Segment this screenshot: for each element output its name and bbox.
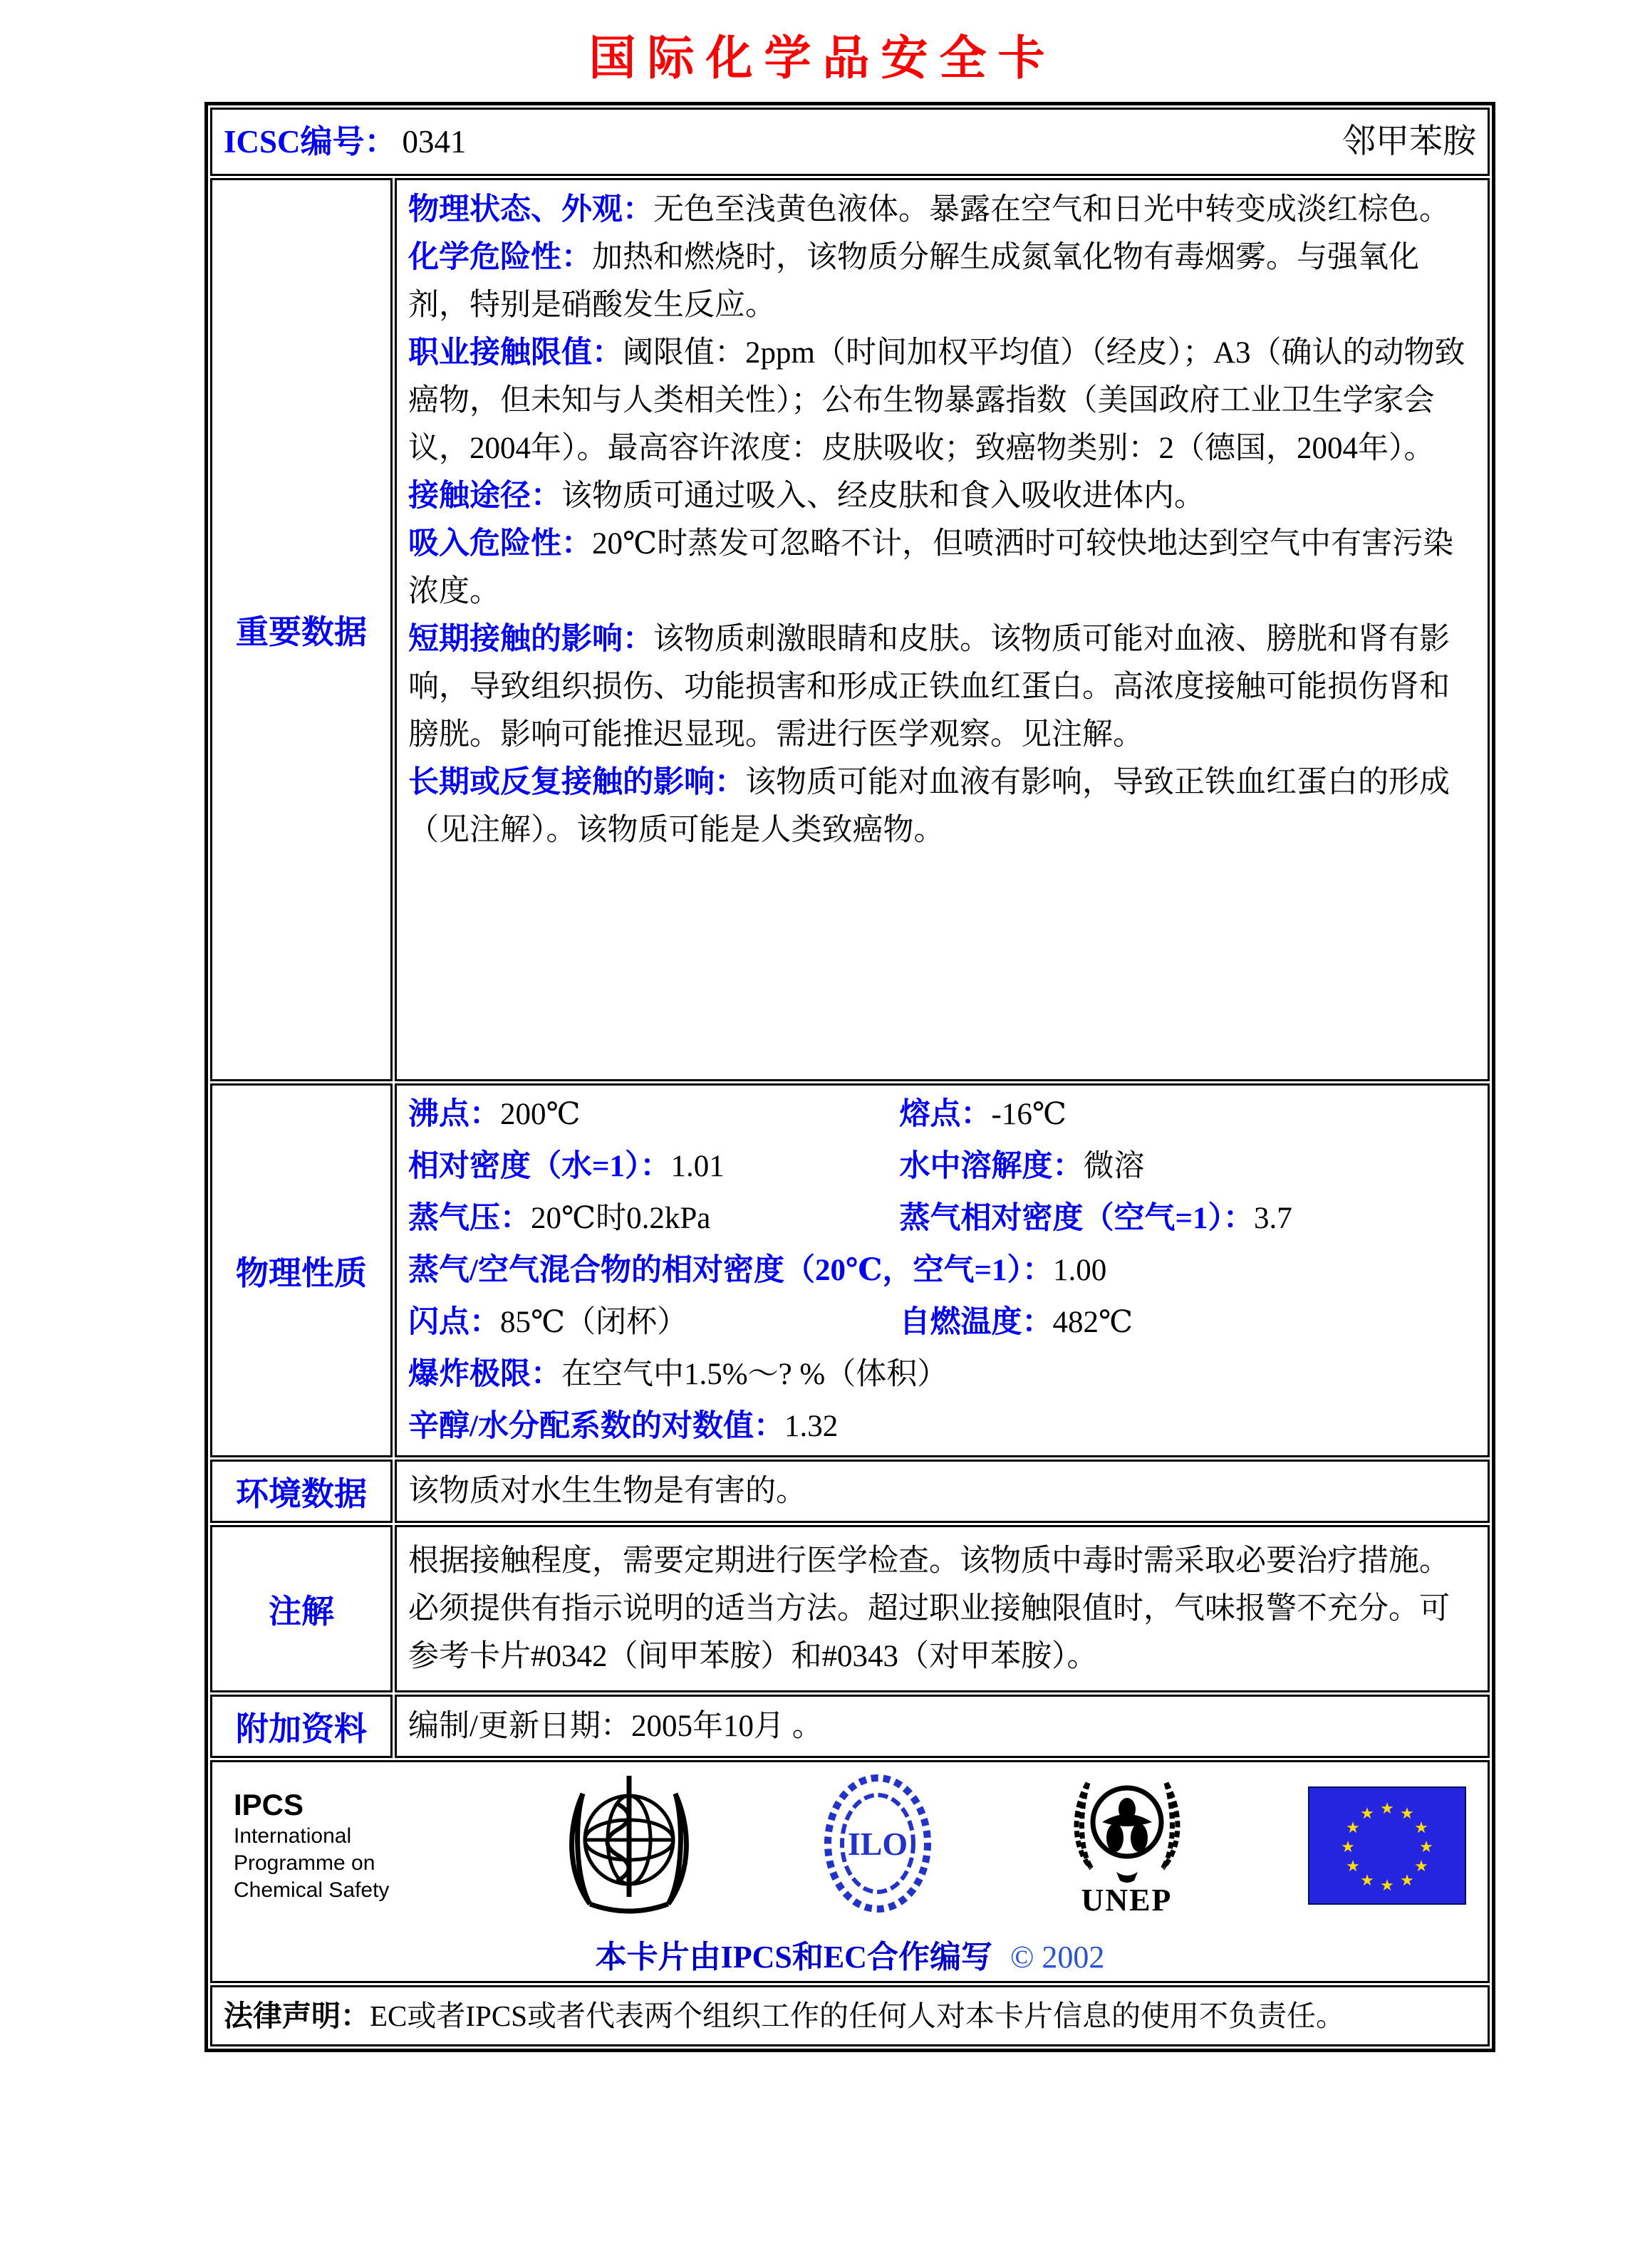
item-exposure-routes [408, 472, 1476, 520]
item-physical-state [408, 186, 1476, 234]
eu-star: ★ [1380, 1876, 1394, 1895]
item-label: 吸入危险性： [408, 527, 592, 561]
item-chemical-danger [408, 234, 1476, 329]
legal-cell [210, 1985, 1490, 2046]
pp-label: 蒸气相对密度（空气=1）： [899, 1202, 1255, 1235]
header-cell [210, 108, 1490, 176]
item-label: 短期接触的影响： [408, 623, 653, 656]
pp-row-1 [408, 1088, 1476, 1140]
ipcs-line-1: International [234, 1824, 352, 1848]
important-data-row [210, 178, 1490, 1081]
environmental-data-row [210, 1460, 1490, 1523]
pp-relative-density [408, 1140, 900, 1192]
pp-value: 3.7 [1254, 1202, 1292, 1235]
icsc-number-value: 0341 [402, 123, 467, 160]
item-text: 该物质可通过吸入、经皮肤和食入吸收进体内。 [561, 479, 1205, 513]
pp-label: 熔点： [899, 1098, 992, 1131]
item-label: 物理状态、外观： [408, 193, 653, 227]
ipcs-abbr: IPCS [234, 1787, 304, 1821]
pp-explosive-limits [408, 1348, 1476, 1400]
important-data-content [395, 178, 1490, 1081]
pp-flash-point [408, 1296, 900, 1348]
ipcs-line-2: Programme on [234, 1851, 375, 1875]
environmental-data-text: 该物质对水生生物是有害的。 [408, 1474, 806, 1508]
header-row [210, 108, 1490, 176]
pp-boiling-point [408, 1088, 900, 1140]
additional-info-content [395, 1695, 1490, 1758]
pp-label: 爆炸极限： [408, 1358, 561, 1391]
pp-label: 蒸气/空气混合物的相对密度（20℃，空气=1）： [408, 1254, 1053, 1287]
pp-value: 1.01 [670, 1150, 725, 1183]
pp-value: 微溶 [1083, 1150, 1145, 1183]
physical-properties-label: 物理性质 [210, 1083, 393, 1457]
pp-label: 沸点： [408, 1098, 500, 1131]
legal-row [210, 1985, 1490, 2046]
chemical-name: 邻甲苯胺 [1342, 123, 1476, 160]
eu-star: ★ [1419, 1838, 1433, 1856]
physical-properties-content [395, 1083, 1490, 1457]
pp-octanol-water-partition [408, 1400, 1476, 1452]
pp-vapor-pressure [408, 1192, 900, 1244]
eu-star: ★ [1414, 1857, 1428, 1876]
pp-value: 在空气中1.5%～? %（体积） [561, 1358, 948, 1391]
pp-value: 1.32 [784, 1410, 839, 1443]
legal-text: EC或者IPCS或者代表两个组织工作的任何人对本卡片信息的使用不负责任。 [370, 1999, 1345, 2032]
eu-star: ★ [1400, 1804, 1414, 1823]
who-logo-icon [561, 1772, 697, 1918]
item-inhalation-risk [408, 520, 1476, 615]
copyright-year: © 2002 [1010, 1940, 1105, 1975]
pp-vapor-air-mixture-density [408, 1244, 1476, 1296]
notes-text: 根据接触程度，需要定期进行医学检查。该物质中毒时需采取必要治疗措施。必须提供有指示说明的适当方法。超过职业接触限值时，气味报警不充分。可参考卡片#0342（间甲苯胺）和#0343（对甲苯胺）。 [408, 1544, 1450, 1673]
eu-star: ★ [1360, 1804, 1374, 1823]
update-date-value: 2005年10月 。 [631, 1710, 823, 1743]
pp-label: 蒸气压： [408, 1202, 531, 1235]
icsc-number-label: ICSC编号： [224, 123, 397, 160]
pp-row-6 [408, 1348, 1476, 1400]
item-text: 该物质刺激眼睛和皮肤。该物质可能对血液、膀胱和肾有影响，导致组织损伤、功能损害和形成正铁血红蛋白。高浓度接触可能损伤肾和膀胱。影响可能推迟显现。需进行医学观察。见注解。 [408, 623, 1450, 751]
eu-star: ★ [1400, 1871, 1414, 1890]
pp-water-solubility [900, 1140, 1476, 1192]
ilo-logo-icon [810, 1772, 945, 1918]
ipcs-line-3: Chemical Safety [234, 1878, 390, 1902]
important-data-label: 重要数据 [210, 178, 393, 1081]
pp-autoignition-temperature [900, 1296, 1476, 1348]
eu-star: ★ [1360, 1871, 1374, 1890]
additional-info-label: 附加资料 [210, 1695, 393, 1758]
eu-star: ★ [1341, 1838, 1355, 1856]
item-label: 长期或反复接触的影响： [408, 766, 745, 799]
logos-cell [210, 1760, 1490, 1983]
pp-label: 自燃温度： [899, 1306, 1053, 1339]
pp-melting-point [900, 1088, 1476, 1140]
item-long-term-effects [408, 759, 1476, 854]
pp-value: 200℃ [500, 1098, 581, 1131]
environmental-data-label: 环境数据 [210, 1460, 393, 1523]
pp-row-2 [408, 1140, 1476, 1192]
copyright-line [229, 1931, 1470, 1977]
ilo-letters: ILO [847, 1826, 908, 1862]
pp-label: 闪点： [408, 1306, 500, 1339]
pp-value: 85℃（闭杯） [500, 1306, 688, 1339]
physical-properties-row [210, 1083, 1490, 1457]
item-label: 化学危险性： [408, 241, 592, 274]
icsc-number-group [224, 118, 467, 166]
eu-star: ★ [1346, 1819, 1360, 1837]
item-short-term-effects [408, 615, 1476, 759]
environmental-data-content [395, 1460, 1490, 1523]
ipcs-text-block [234, 1787, 447, 1904]
pp-row-3 [408, 1192, 1476, 1244]
item-text: 该物质可能对血液有影响，导致正铁血红蛋白的形成（见注解）。该物质可能是人类致癌物。 [408, 766, 1450, 847]
logos-strip [229, 1772, 1470, 1918]
item-text: 20℃时蒸发可忽略不计，但喷洒时可较快地达到空气中有害污染浓度。 [408, 527, 1454, 608]
unep-wordmark: UNEP [1081, 1883, 1173, 1918]
pp-label: 相对密度（水=1）： [408, 1150, 671, 1183]
pp-label: 水中溶解度： [899, 1150, 1084, 1183]
item-text: 阈限值：2ppm（时间加权平均值）（经皮）；A3（确认的动物致癌物，但未知与人类相关性）；公布生物暴露指数（美国政府工业卫生学家会议，2004年）。最高容许浓度：皮肤吸收；致癌物类别：2（德国，2004年）。 [408, 336, 1465, 465]
eu-flag-icon [1308, 1786, 1466, 1905]
pp-row-5 [408, 1296, 1476, 1348]
eu-star: ★ [1380, 1799, 1394, 1818]
item-label: 接触途径： [408, 479, 561, 513]
item-text: 加热和燃烧时，该物质分解生成氮氧化物有毒烟雾。与强氧化剂，特别是硝酸发生反应。 [408, 241, 1419, 322]
item-occupational-limits [408, 329, 1476, 472]
update-date-label: 编制/更新日期： [408, 1710, 631, 1743]
page-title: 国际化学品安全卡 [588, 30, 1057, 85]
pp-row-7 [408, 1400, 1476, 1452]
pp-label: 辛醇/水分配系数的对数值： [408, 1410, 784, 1443]
icsc-card [204, 102, 1495, 2052]
legal-label: 法律声明： [224, 1999, 370, 2032]
eu-star: ★ [1414, 1819, 1428, 1837]
pp-value: 1.00 [1052, 1254, 1107, 1287]
notes-label: 注解 [210, 1525, 393, 1692]
pp-value: -16℃ [991, 1098, 1067, 1131]
eu-star: ★ [1346, 1857, 1360, 1876]
pp-row-4 [408, 1244, 1476, 1296]
notes-content [395, 1525, 1490, 1692]
copyright-text: 本卡片由IPCS和EC合作编写 [595, 1940, 992, 1975]
pp-vapor-density [900, 1192, 1476, 1244]
item-label: 职业接触限值： [408, 336, 623, 370]
pp-value: 482℃ [1052, 1306, 1133, 1339]
notes-row [210, 1525, 1490, 1692]
additional-info-row [210, 1695, 1490, 1758]
legal-notice-text [224, 1994, 1345, 2037]
unep-logo-icon [1059, 1772, 1195, 1918]
pp-value: 20℃时0.2kPa [531, 1202, 711, 1235]
item-text: 无色至浅黄色液体。暴露在空气和日光中转变成淡红棕色。 [653, 193, 1450, 227]
logos-row [210, 1760, 1490, 1983]
